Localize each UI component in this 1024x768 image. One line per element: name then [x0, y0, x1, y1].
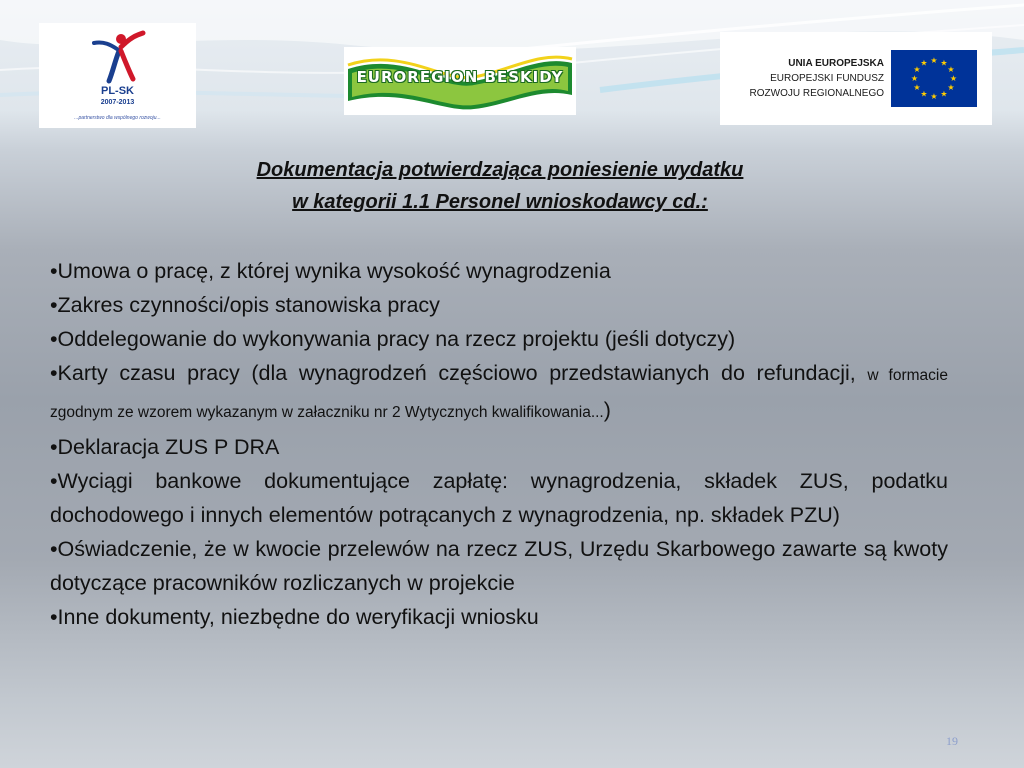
- svg-text:★: ★: [947, 83, 955, 92]
- bullet-item: •Oddelegowanie do wykonywania pracy na rzecz projektu (jeśli dotyczy): [50, 327, 736, 351]
- svg-text:★: ★: [947, 65, 955, 74]
- euroregion-name: EUROREGION BESKIDY: [356, 68, 564, 86]
- eu-line3: ROZWOJU REGIONALNEGO: [749, 88, 884, 99]
- svg-text:★: ★: [940, 89, 948, 99]
- bullet-text: •Karty czasu pracy (dla wynagrodzeń częściowo przedstawianych do refundacji,: [50, 361, 868, 385]
- bullet-small-text: w formacie zgodnym ze wzorem wykazanym w załaczniku nr 2 Wytycznych kwalifikowania...: [50, 367, 948, 421]
- bullet-item: •Zakres czynności/opis stanowiska pracy: [50, 293, 440, 317]
- eu-line1: UNIA EUROPEJSKA: [788, 58, 884, 69]
- eu-text: [732, 56, 884, 101]
- slide-title-line1: Dokumentacja potwierdzająca poniesienie wydatku: [256, 159, 744, 181]
- slide-title-line2: w kategorii 1.1 Personel wnioskodawcy cd.:: [292, 191, 708, 213]
- eu-line2: EUROPEJSKI FUNDUSZ: [770, 73, 884, 84]
- svg-text:★: ★: [913, 65, 921, 74]
- svg-text:★: ★: [913, 83, 921, 92]
- bullet-item: •Inne dokumenty, niezbędne do weryfikacji wniosku: [50, 605, 539, 629]
- slide-number: 19: [946, 734, 958, 748]
- svg-text:★: ★: [930, 56, 938, 65]
- svg-text:★: ★: [920, 89, 928, 99]
- plsk-years: 2007-2013: [100, 99, 135, 106]
- bullet-list: [50, 254, 948, 634]
- euroregion-logo: [344, 47, 576, 115]
- svg-text:★: ★: [930, 92, 938, 101]
- svg-text:★: ★: [910, 74, 919, 83]
- bullet-item: •Wyciągi bankowe dokumentujące zapłatę: wynagrodzenia, składek ZUS, podatku dochodowego i innych elementów potrącanych z wynagrodzenia, np. składek PZU): [50, 469, 948, 527]
- bullet-item: [50, 356, 948, 430]
- svg-text:★: ★: [920, 58, 928, 68]
- bullet-item: •Deklaracja ZUS P DRA: [50, 435, 280, 459]
- plsk-tagline: ...partnerstwo dla wspólnego rozwoju...: [74, 115, 161, 121]
- plsk-figure-icon: [39, 23, 196, 85]
- slide-title: [160, 154, 840, 218]
- svg-text:★: ★: [949, 74, 958, 83]
- bullet-item: •Oświadczenie, że w kwocie przelewów na rzecz ZUS, Urzędu Skarbowego zawarte są kwoty dotyczące pracowników rozliczanych w projekcie: [50, 537, 948, 595]
- plsk-logo: [39, 23, 196, 128]
- eu-flag-icon: [891, 50, 977, 107]
- bullet-end: ): [603, 398, 611, 422]
- eu-logo: [720, 32, 992, 125]
- bullet-item: •Umowa o pracę, z której wynika wysokość wynagrodzenia: [50, 259, 611, 283]
- svg-text:★: ★: [940, 58, 948, 68]
- plsk-name: PL-SK: [101, 85, 134, 97]
